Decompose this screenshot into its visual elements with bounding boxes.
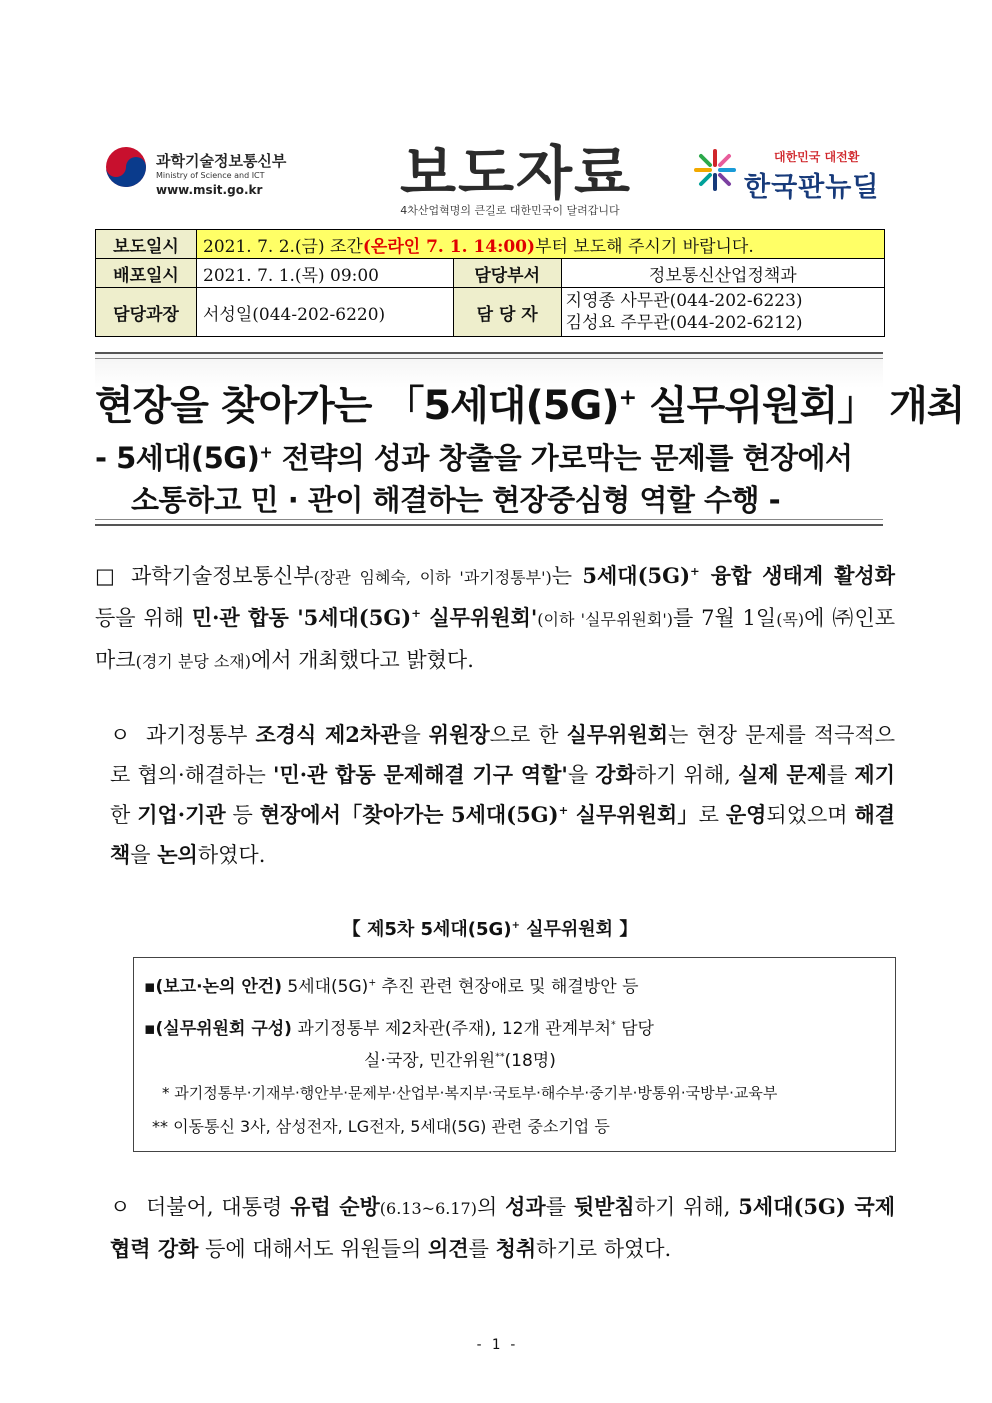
agenda-footnote-1: * 과기정통부·기재부·행안부·문제부·산업부·복지부·국토부·해수부·중기부·방통위·국방부·교육부 [162,1084,778,1102]
subheadline-part: 전략의 성과 창출을 가로막는 문제를 현장에서 [272,441,853,475]
text: 는 [551,564,583,588]
release-row [96,230,885,259]
agenda-footnote-2: ** 이동통신 3사, 삼성전자, LG전자, 5세대(5G) 관련 중소기업 등 [152,1117,610,1136]
text: 5세대(5G) [281,977,369,997]
text: 을 [400,723,429,747]
text: 청취 [495,1236,537,1261]
box-title-part: 실무위원회 】 [519,919,638,940]
text: 현장에서「찾아가는 5세대(5G) [259,802,559,827]
text: (이하 '실무위원회') [537,610,673,629]
text: 조경식 제2차관 [255,722,401,747]
new-deal-burst-icon [692,147,738,193]
ministry-url: www.msit.go.kr [156,183,263,197]
text: 에 ㈜인포마크 [95,606,896,672]
sup: + [558,803,569,817]
box-title-part: 【 제5차 5세대(5G) [342,919,512,940]
headline-title [95,374,965,431]
text: 는 현장 문제를 적극적으로 협의·해결하는 [110,723,895,787]
text: 으로 한 [489,723,567,747]
headline-part: 실무위원회」 개최 [636,383,965,429]
contact-value [561,288,884,337]
distribution-row [96,259,885,288]
text: (장관 임혜숙, 이하 '과기정통부') [313,568,552,587]
agenda-label: ▪(실무위원회 구성) [144,1019,292,1039]
release-value [197,230,885,259]
text: 융합 생태계 활성화 [699,563,895,588]
department-label: 담당부서 [453,259,561,288]
slogan: 4차산업혁명의 큰길로 대한민국이 달려갑니다 [400,204,620,217]
sup: + [368,977,377,989]
text: 등을 위해 [95,606,192,630]
text: (18명) [504,1051,556,1071]
headline-part: 현장을 찾아가는 「5세대(5G) [95,383,619,429]
contact-row [96,288,885,337]
paragraph-committee [110,715,895,875]
subheadline-part: - 5세대(5G) [95,441,260,475]
text: 실제 문제 [738,762,827,787]
headline-box [95,352,965,526]
page-number: - 1 - [474,1337,518,1353]
text: 더불어, 대통령 [146,1195,291,1219]
text: 실무위원회」 [568,802,699,827]
taegeuk-emblem-icon [104,145,148,189]
text: 의 [476,1195,506,1219]
text: 을 [567,763,596,787]
text: 실·국장, 민간위원 [364,1051,496,1071]
text: 5세대(5G) 국제 협력 강화 [110,1194,895,1261]
distribution-value: 2021. 7. 1.(목) 09:00 [197,259,454,288]
release-info-table [95,229,885,337]
text: 를 [468,1237,496,1261]
text: 를 7월 1일 [672,606,777,630]
subheadline-line-2: 소통하고 민 · 관이 해결하는 현장중심형 역할 수행 - [131,483,781,517]
circle-bullet-icon: ㅇ [110,723,131,747]
agenda-line-2 [144,1014,654,1039]
text: 민·관 합동 '5세대(5G) [191,605,412,630]
agenda-label: ▪(보고·논의 안건) [144,977,282,997]
text: 하였다. [197,843,266,867]
ministry-name: 과학기술정보통신부 [156,152,287,170]
agenda-line-1 [144,972,639,997]
text: 과학기술정보통신부 [131,564,314,588]
text: 되었으며 [766,803,855,827]
text: 유럽 순방 [290,1194,380,1219]
ministry-logo [104,145,304,205]
circle-bullet-icon: ㅇ [110,1195,131,1219]
text: 과기정통부 제2차관(주재), 12개 관계부처 [291,1019,611,1039]
sup: + [511,920,520,931]
new-deal-tagline: 대한민국 대전환 [774,150,860,164]
text: 을 [130,843,158,867]
text: (목) [776,610,805,629]
text: 하기로 하였다. [536,1237,672,1261]
text: 위원장 [428,722,490,747]
text: 실무위원회' [420,605,538,630]
committee-box-title [95,915,885,941]
contact-label: 담 당 자 [453,288,561,337]
ministry-name-en: Ministry of Science and ICT [156,171,265,180]
text: 뒷받침 [573,1194,635,1219]
text: 하기 위해, [634,1195,739,1219]
text: 를 [545,1195,574,1219]
text: 담당 [615,1019,654,1039]
contact-person-2: 김성요 주무관(044-202-6212) [565,313,803,333]
department-value: 정보통신산업정책과 [561,259,884,288]
text: (경기 분당 소재) [135,652,251,671]
text: (6.13~6.17) [379,1199,477,1218]
release-note: 부터 보도해 주시기 바랍니다. [535,236,754,257]
text: 기업·기관 [137,802,226,827]
text: 강화 [595,762,636,787]
text: 실무위원회 [566,722,669,747]
text: 해결책 [110,802,896,867]
sup: + [690,564,700,578]
release-online: (온라인 7. 1. 14:00) [362,236,536,257]
text: 등에 대해서도 위원들의 [198,1237,429,1261]
text: 성과 [505,1194,546,1219]
paragraph-international [110,1187,895,1269]
agenda-box [133,957,896,1152]
text: 과기정통부 [146,723,256,747]
text: '민·관 합동 문제해결 기구 역할' [273,762,568,787]
agenda-line-3 [364,1046,556,1071]
headline-sup: + [618,385,637,411]
new-deal-name: 한국판뉴딜 [744,172,880,203]
distribution-label: 배포일시 [96,259,197,288]
release-label: 보도일시 [96,230,197,259]
text: 제기 [854,762,895,787]
square-bullet-icon: □ [95,564,115,588]
subheadline-line-1 [95,436,883,477]
manager-value: 서성일(044-202-6220) [197,288,454,337]
text: 등 [225,803,260,827]
contact-person-1: 지영종 사무관(044-202-6223) [565,291,803,311]
text: 한 [110,803,138,827]
press-release-title: 보도자료 [399,139,633,207]
text: 추진 관련 현장애로 및 해결방안 등 [376,977,639,997]
text: 운영 [725,802,767,827]
text: 5세대(5G) [582,563,691,588]
paragraph-main [95,556,895,682]
text: 논의 [157,842,198,867]
release-date: 2021. 7. 2.(금) 조간 [203,236,363,257]
text: 를 [826,763,855,787]
sup: + [411,606,421,620]
korean-new-deal-logo [692,143,892,203]
text: 의견 [428,1236,469,1261]
sup: ** [495,1051,505,1063]
text: 에서 개최했다고 밝혔다. [250,648,474,672]
subheadline-sup: + [259,442,273,462]
sup: * [611,1019,616,1031]
text: 로 [698,803,726,827]
manager-label: 담당과장 [96,288,197,337]
text: 하기 위해, [635,763,739,787]
